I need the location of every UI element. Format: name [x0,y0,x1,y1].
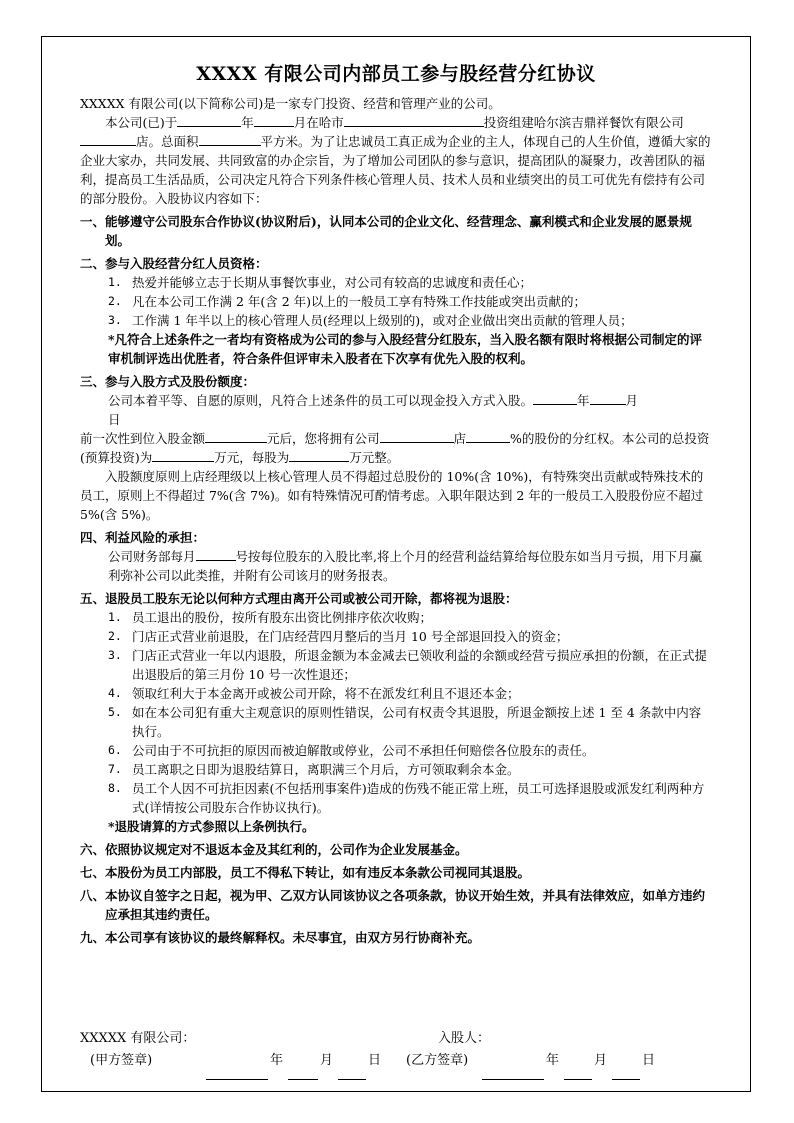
party-b-label: (乙方签章) [406,1053,469,1068]
intro-paragraph-1: XXXXX 有限公司(以下简称公司)是一家专门投资、经营和管理产业的公司。 [80,96,501,111]
intro-text: 年 [241,115,254,130]
section-text: 元后，您将拥有公司 [267,431,380,446]
blank-location [344,113,484,127]
blank-year [533,391,577,405]
section-number: 一、 [80,214,106,229]
section-3-paragraph-1 [80,391,712,429]
blank-per-share [289,448,349,462]
section-text: 公司本着平等、自愿的原则，凡符合上述条件的员工可以现金投入方式入股。 [108,393,534,408]
list-item [80,684,712,703]
item-number: 7. [108,762,122,776]
section-text: 前一次性到位入股金额 [80,431,206,446]
blank-amount [205,429,267,443]
section-7: 七、本股份为员工内部股，员工不得私下转让，如有违反本条款公司视同其退股。 [80,865,531,880]
intro-text: 平方米。为了让忠诚员工真正成为企业的主人，体现自己的人生价值，遵循大家的企业大家办，共同发展、共同致富的办企宗旨，为了增加公司团队的参与意识，提高团队的凝聚力，改善团队的福利，提高员工生活品质，公司决定凡符合下列条件核心管理人员、技术人员和业绩突出的员工可优先有偿持有公司的部分股份。入股协议内容如下： [80,134,711,206]
shareholder-label: 入股人： [438,1031,491,1046]
item-text: 员工个人因不可抗拒因素(不包括刑事案件)造成的伤残不能正常上班，员工可选择退股或派发红利两种方式(详情按公司股东合作协议执行)。 [132,781,705,815]
party-a-blank-year[interactable] [206,1066,268,1080]
item-text: 门店正式营业一年以内退股，所退金额为本金减去已领收利益的余额或经营亏损应承担的份额，在正式提出退股后的第三月份 10 号一次性退还； [132,648,708,682]
party-b-blank-year[interactable] [482,1066,544,1080]
item-text: 员工离职之日即为退股结算日，离职满三个月后，方可领取剩余本金。 [132,762,520,777]
blank-company [380,429,454,443]
signature-row-2 [80,1050,712,1072]
item-number: 1. [108,275,122,289]
section-5-heading: 五、退股员工股东无论以何种方式理由离开公司或被公司开除，都将视为退股： [80,591,518,606]
section-8: 八、本协议自签字之日起，视为甲、乙双方认同该协议之各项条款，协议开始生效，并具有法律效应，如单方违约应承担其违约责任。 [80,888,706,922]
list-item [80,760,712,779]
party-a-blank-day[interactable] [338,1066,366,1080]
list-item [80,646,712,684]
item-text: 凡在本公司工作满 2 年(含 2 年)以上的一般员工享有特殊工作技能或突出贡献的； [132,294,587,309]
party-a-month-label: 月 [320,1053,334,1068]
section-2-list [80,273,712,330]
section-2-note: *凡符合上述条件之一者均有资格成为公司的参与入股经营分红股东，当入股名额有限时将根据公司制定的评审机制评选出优胜者，符合条件但评审未入股者在下次享有优先入股的权利。 [108,332,703,366]
item-text: 如在本公司犯有重大主观意识的原则性错误，公司有权责令其退股，所退金额按上述 1 至 4 条款中内容执行。 [132,705,702,739]
company-label: XXXXX 有限公司： [80,1031,196,1046]
blank-store [80,132,136,146]
party-b-day-label: 日 [642,1053,656,1068]
section-text: 万元整。 [349,450,400,465]
section-text: 号按每位股东的入股比率,将上个月的经营利益结算给每位股东如当月亏损，用下月赢利弥补公司以此类推，并附有公司该月的财务报表。 [108,549,702,583]
section-6: 六、依照协议规定对不退返本金及其红利的，公司作为企业发展基金。 [80,842,468,857]
list-item [80,779,712,817]
intro-text: 月在哈市 [293,115,344,130]
blank-year [177,113,241,127]
section-3-paragraph-3: 入股额度原则上店经理级以上核心管理人员不得超过总股份的 10%(含 10%)，有特殊突出贡献或特殊技术的员工，原则上不得超过 7%(含 7%)。如有特殊情况可酌情考虑。入职年限达到 2 年的一般员工入股股份应不超过 5%(含 5%)。 [80,469,704,522]
intro-text: 店。总面积 [136,134,199,149]
blank-percent [466,429,510,443]
intro-paragraph-2 [80,113,712,208]
section-3-paragraph-2 [80,429,712,467]
list-item [80,311,712,330]
party-a-day-label: 日 [368,1053,382,1068]
item-number: 5. [108,705,122,719]
party-b-year-label: 年 [546,1053,560,1068]
section-text: 年 [577,393,590,408]
party-a-year-label: 年 [270,1053,284,1068]
item-number: 8. [108,781,122,795]
blank-total-investment [152,448,214,462]
item-number: 4. [108,686,122,700]
agreement-body [80,60,712,947]
list-item [80,703,712,741]
item-number: 2. [108,629,122,643]
item-text: 领取红利大于本金离开或被公司开除，将不在派发红利且不退还本金； [132,686,520,701]
party-b-month-label: 月 [594,1053,608,1068]
section-4-heading: 四、利益风险的承担： [80,530,206,545]
section-1 [80,212,712,250]
section-5-note: *退股请算的方式参照以上条例执行。 [108,819,315,834]
section-5-list [80,608,712,817]
party-b-blank-month[interactable] [564,1066,592,1080]
party-b-blank-day[interactable] [612,1066,640,1080]
blank-month [590,391,626,405]
item-text: 公司由于不可抗拒的原因而被迫解散或停业，公司不承担任何赔偿各位股东的责任。 [132,743,595,758]
item-text: 工作满 1 年半以上的核心管理人员(经理以上级别的)，或对企业做出突出贡献的管理人员； [132,313,633,328]
item-number: 2. [108,294,122,308]
list-item [80,608,712,627]
item-number: 6. [108,743,122,757]
item-number: 1. [108,610,122,624]
signature-row-1 [80,1028,712,1050]
item-number: 3. [108,313,122,327]
blank-month [254,113,294,127]
list-item [80,292,712,311]
intro-text: 投资组建哈尔滨吉鼎祥餐饮有限公司 [483,115,684,130]
section-3-heading: 三、参与入股方式及股份额度： [80,374,256,389]
party-a-label: (甲方签章) [90,1053,153,1068]
blank-area [199,132,261,146]
list-item [80,627,712,646]
signature-block [80,1028,712,1072]
list-item [80,741,712,760]
blank-day [196,547,236,561]
item-number: 3. [108,648,122,662]
section-text: 公司财务部每月 [108,549,196,564]
section-4-paragraph [80,547,712,585]
section-text: 月 [625,393,639,408]
intro-text: 本公司(已)于 [105,115,178,130]
section-2-heading: 二、参与入股经营分红人员资格： [80,256,268,271]
item-text: 员工退出的股份，按所有股东出资比例排序依次收购； [132,610,433,625]
section-text: 万元，每股为 [214,450,290,465]
document-title: XXXX 有限公司内部员工参与股经营分红协议 [196,63,596,85]
section-text: 日 [108,412,121,427]
list-item [80,273,712,292]
party-a-blank-month[interactable] [288,1066,318,1080]
item-text: 热爱并能够立志于长期从事餐饮事业，对公司有较高的忠诚度和责任心； [132,275,533,290]
section-1-text: 能够遵守公司股东合作协议(协议附后)，认同本公司的企业文化、经营理念、赢利模式和企业发展的愿景规划。 [105,214,692,248]
section-9: 九、本公司享有该协议的最终解释权。未尽事宜，由双方另行协商补充。 [80,930,481,945]
section-text: %的股份的分红权。本公司的总投资(预算投资)为 [80,431,710,465]
section-text: 店 [453,431,467,446]
item-text: 门店正式营业前退股，在门店经营四月整后的当月 10 号全部退回投入的资金； [132,629,569,644]
